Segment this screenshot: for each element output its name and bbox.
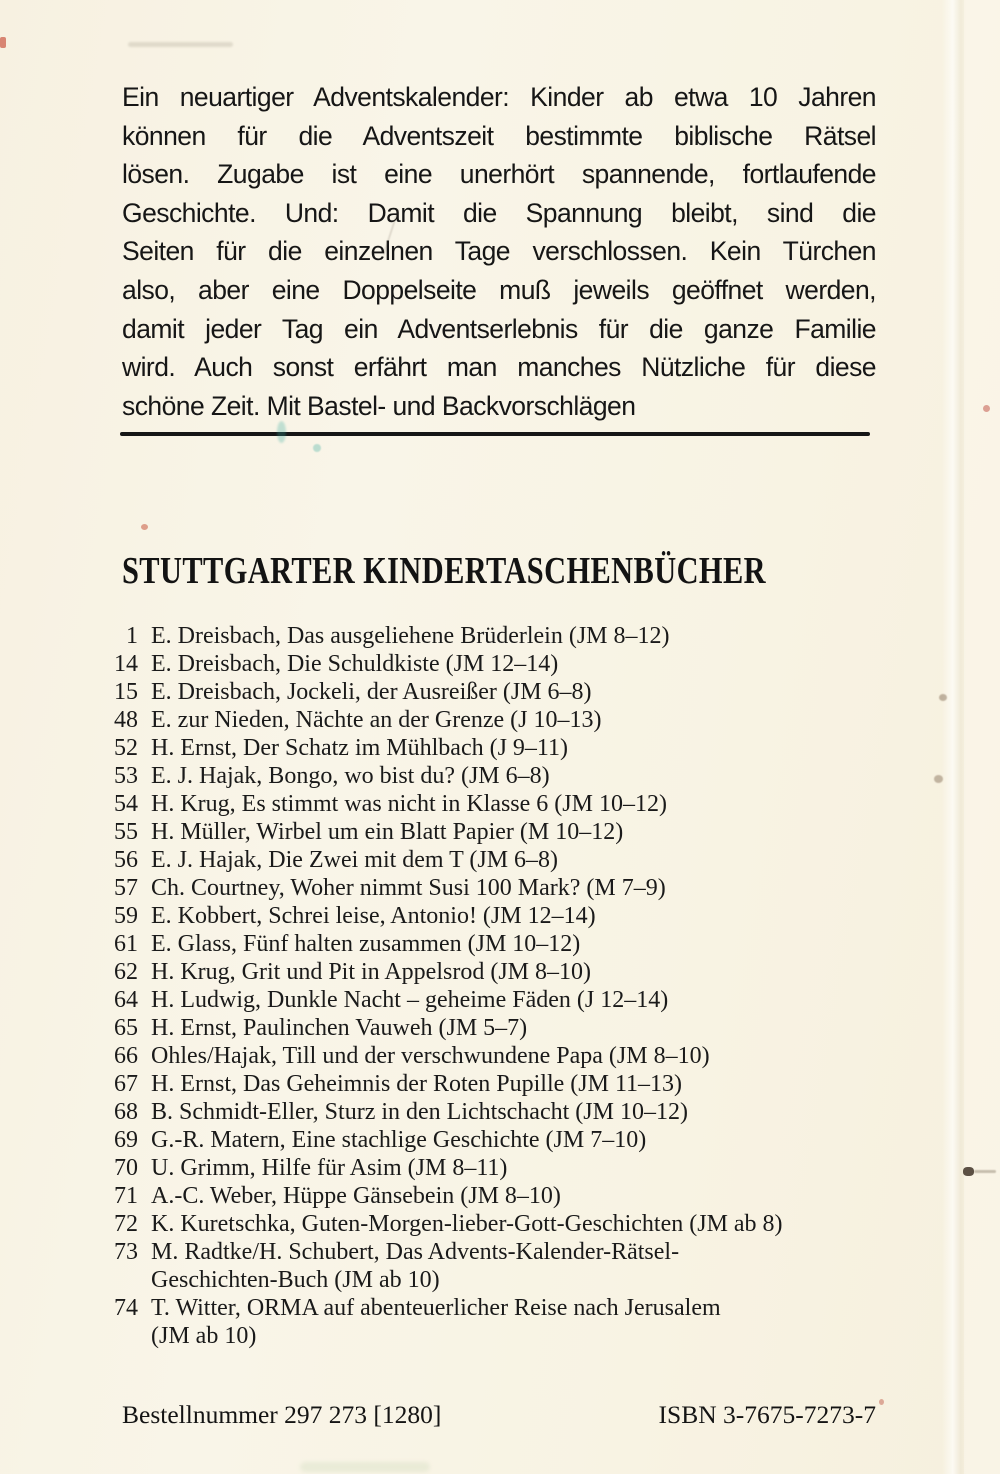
book-list-item [110, 790, 890, 818]
book-list-item [110, 650, 890, 678]
book-number: 62 [114, 959, 138, 985]
scan-speck [963, 1167, 974, 1176]
book-list-item [110, 678, 890, 706]
book-title: E. Dreisbach, Das ausgeliehene Brüderlein (JM 8–12) [151, 623, 670, 649]
order-number: Bestellnummer 297 273 [1280] [122, 1400, 442, 1429]
book-list-item [110, 1154, 890, 1182]
book-number: 61 [114, 931, 138, 957]
book-title: E. Glass, Fünf halten zusammen (JM 10–12) [151, 931, 581, 957]
paper-fold-shading [942, 0, 966, 1474]
intro-line: wird. Auch sonst erfährt man manches Nützliche für diese [122, 352, 876, 383]
scan-speck [141, 524, 148, 530]
isbn: ISBN 3-7675-7273-7 [658, 1400, 876, 1429]
book-title: A.-C. Weber, Hüppe Gänsebein (JM 8–10) [151, 1183, 561, 1209]
intro-line: lösen. Zugabe ist eine unerhört spannende, fortlaufende [122, 159, 876, 190]
book-list-item [110, 874, 890, 902]
book-title: K. Kuretschka, Guten-Morgen-lieber-Gott-Geschichten (JM ab 8) [151, 1211, 783, 1237]
scan-speck [313, 444, 321, 452]
book-number: 56 [114, 847, 138, 873]
book-number: 53 [114, 763, 138, 789]
book-number: 64 [114, 987, 138, 1013]
book-title: E. J. Hajak, Bongo, wo bist du? (JM 6–8) [151, 763, 550, 789]
intro-line: also, aber eine Doppelseite muß jeweils geöffnet werden, [122, 274, 876, 305]
book-title: H. Krug, Grit und Pit in Appelsrod (JM 8–10) [151, 959, 591, 985]
book-list-item [110, 1210, 890, 1238]
book-list-item [110, 930, 890, 958]
book-title: U. Grimm, Hilfe für Asim (JM 8–11) [151, 1155, 508, 1181]
book-number: 73 [114, 1239, 138, 1265]
scan-speck [974, 1170, 996, 1173]
book-list-item [110, 1042, 890, 1070]
book-title: H. Ernst, Der Schatz im Mühlbach (J 9–11) [151, 735, 569, 761]
book-title: Ch. Courtney, Woher nimmt Susi 100 Mark? (M 7–9) [151, 875, 666, 901]
paper-edge-strip [964, 0, 1000, 1474]
book-list-item [110, 958, 890, 986]
book-list-item [110, 622, 890, 650]
book-list-item [110, 1014, 890, 1042]
book-title: E. Kobbert, Schrei leise, Antonio! (JM 12–14) [151, 903, 596, 929]
book-list-item [110, 1294, 890, 1350]
scan-smudge [128, 42, 233, 47]
book-title-continuation: Geschichten-Buch (JM ab 10) [151, 1267, 440, 1293]
intro-line: schöne Zeit. Mit Bastel- und Backvorschlägen [122, 390, 636, 421]
book-list-item [110, 1126, 890, 1154]
book-list [110, 622, 890, 1350]
book-list-item [110, 1238, 890, 1294]
intro-line: Geschichte. Und: Damit die Spannung bleibt, sind die [122, 197, 876, 228]
book-title: G.-R. Matern, Eine stachlige Geschichte (JM 7–10) [151, 1127, 647, 1153]
book-number: 59 [114, 903, 138, 929]
book-number: 55 [114, 819, 138, 845]
book-number: 57 [114, 875, 138, 901]
book-list-item [110, 846, 890, 874]
book-list-item [110, 734, 890, 762]
book-number: 52 [114, 735, 138, 761]
book-number: 68 [114, 1099, 138, 1125]
book-number: 67 [114, 1071, 138, 1097]
intro-line: Ein neuartiger Adventskalender: Kinder ab etwa 10 Jahren [122, 82, 876, 112]
series-heading: STUTTGARTER KINDERTASCHENBÜCHER [122, 550, 767, 592]
book-number: 48 [114, 707, 138, 733]
book-number: 70 [114, 1155, 138, 1181]
intro-line: können für die Adventszeit bestimmte biblische Rätsel [122, 120, 876, 151]
book-title: H. Müller, Wirbel um ein Blatt Papier (M 10–12) [151, 819, 624, 845]
book-number: 69 [114, 1127, 138, 1153]
book-title: H. Ludwig, Dunkle Nacht – geheime Fäden (J 12–14) [151, 987, 669, 1013]
book-number: 72 [114, 1211, 138, 1237]
horizontal-divider [120, 432, 870, 436]
book-list-item [110, 902, 890, 930]
book-number: 66 [114, 1043, 138, 1069]
book-title: E. Dreisbach, Jockeli, der Ausreißer (JM 6–8) [151, 679, 592, 705]
book-list-item [110, 1182, 890, 1210]
book-list-item [110, 762, 890, 790]
book-list-item [110, 818, 890, 846]
scan-smudge [300, 1462, 430, 1472]
book-title: E. zur Nieden, Nächte an der Grenze (J 10–13) [151, 707, 602, 733]
book-list-item [110, 986, 890, 1014]
book-number: 71 [114, 1183, 138, 1209]
footer [122, 1400, 876, 1430]
scan-speck [939, 694, 947, 701]
book-number: 74 [114, 1295, 138, 1321]
book-number: 65 [114, 1015, 138, 1041]
book-title: E. J. Hajak, Die Zwei mit dem T (JM 6–8) [151, 847, 559, 873]
book-list-item [110, 1070, 890, 1098]
intro-line: damit jeder Tag ein Adventserlebnis für die ganze Familie [122, 313, 876, 344]
intro-line: Seiten für die einzelnen Tage verschlossen. Kein Türchen [122, 236, 876, 267]
book-title: E. Dreisbach, Die Schuldkiste (JM 12–14) [151, 651, 559, 677]
book-title-continuation: (JM ab 10) [151, 1323, 257, 1349]
book-number: 1 [126, 623, 138, 649]
book-title: B. Schmidt-Eller, Sturz in den Lichtschacht (JM 10–12) [151, 1099, 688, 1125]
book-number: 54 [114, 791, 138, 817]
scan-speck [0, 37, 6, 48]
scan-speck [934, 775, 943, 783]
book-title: Ohles/Hajak, Till und der verschwundene Papa (JM 8–10) [151, 1043, 710, 1069]
book-title: H. Krug, Es stimmt was nicht in Klasse 6 (JM 10–12) [151, 791, 667, 817]
book-list-item [110, 1098, 890, 1126]
book-title: M. Radtke/H. Schubert, Das Advents-Kalender-Rätsel- [151, 1239, 680, 1265]
book-title: T. Witter, ORMA auf abenteuerlicher Reise nach Jerusalem [151, 1295, 721, 1321]
book-number: 15 [114, 679, 138, 705]
book-title: H. Ernst, Paulinchen Vauweh (JM 5–7) [151, 1015, 528, 1041]
book-list-item [110, 706, 890, 734]
book-title: H. Ernst, Das Geheimnis der Roten Pupille (JM 11–13) [151, 1071, 683, 1097]
scan-speck [983, 405, 990, 412]
intro-paragraph [122, 78, 876, 425]
book-number: 14 [114, 651, 138, 677]
scan-speck [879, 1399, 884, 1405]
